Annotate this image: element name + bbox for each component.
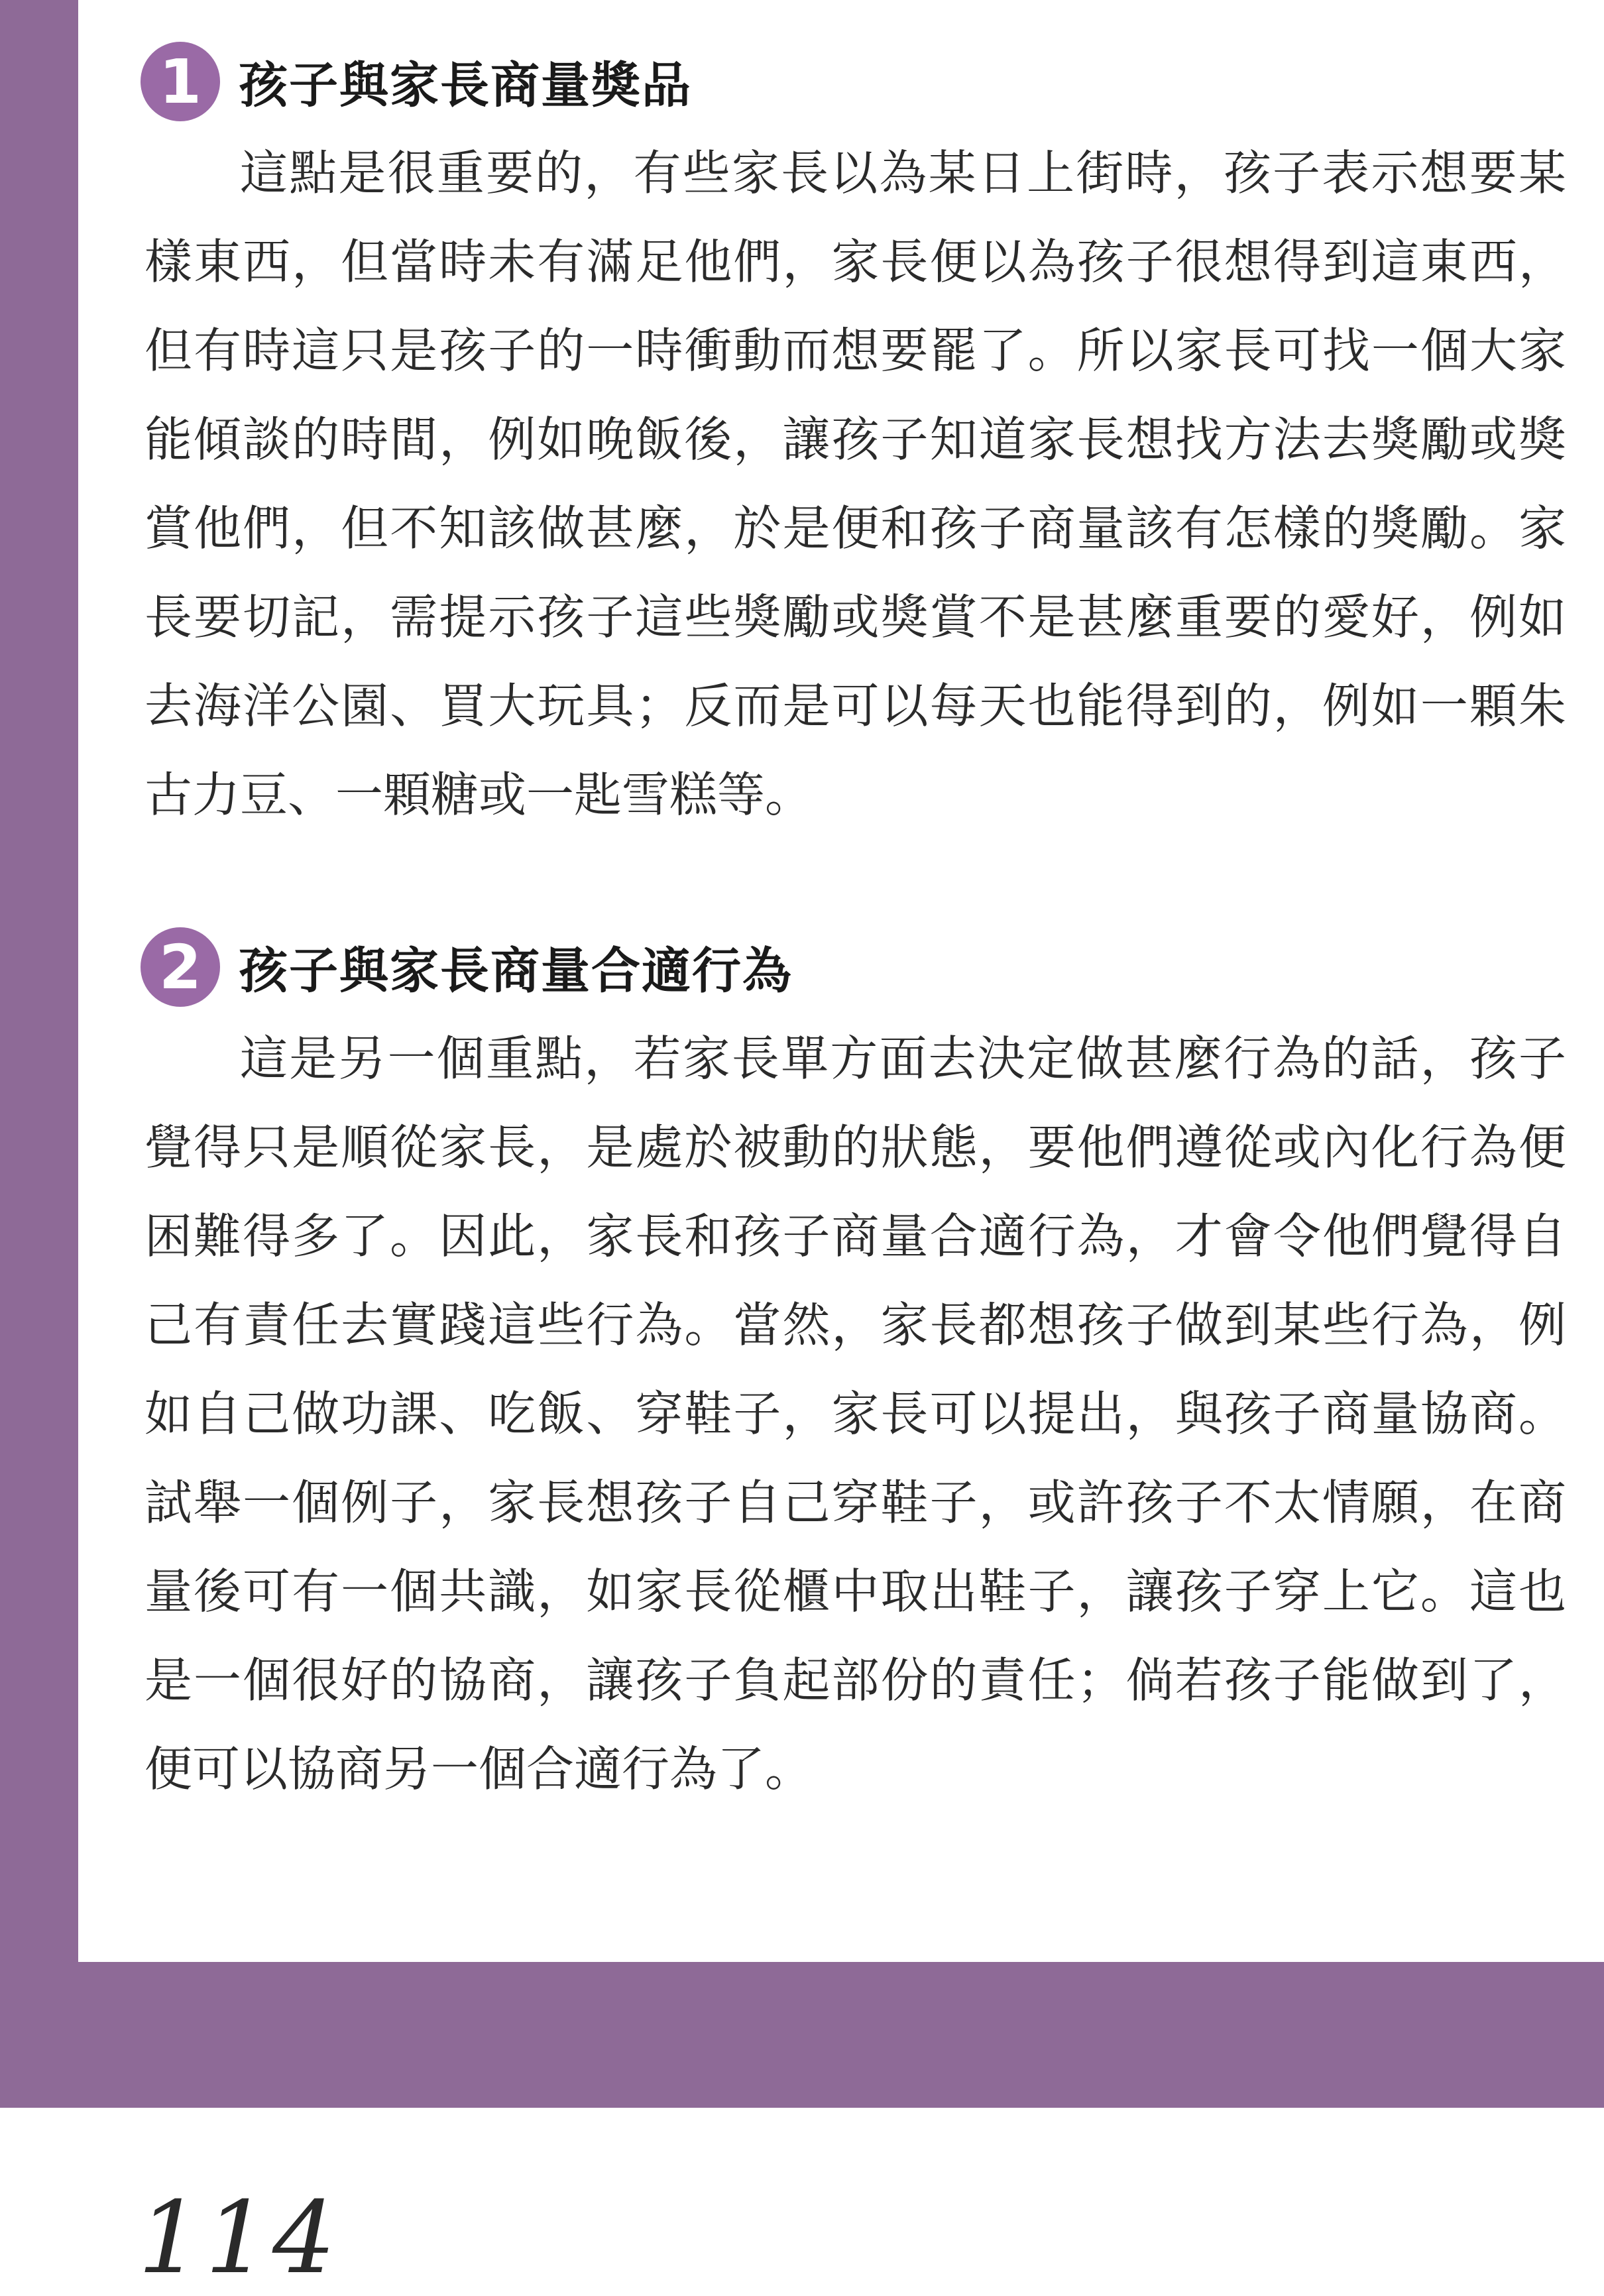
page-content <box>144 38 1566 1813</box>
section-title: 孩子與家長商量合適行為 <box>239 943 793 1000</box>
section-number-badge: 2 <box>141 927 220 1007</box>
section-heading <box>144 924 1566 1010</box>
section-1 <box>144 38 1566 839</box>
section-number-badge: 1 <box>141 42 220 121</box>
section-2 <box>144 924 1566 1813</box>
left-decorative-band <box>0 0 78 2108</box>
section-title: 孩子與家長商量獎品 <box>239 57 692 114</box>
page-number: 114 <box>138 2181 340 2296</box>
section-body: 這點是很重要的，有些家長以為某日上街時，孩子表示想要某樣東西，但當時未有滿足他們，家長便以為孩子很想得到這東西，但有時這只是孩子的一時衝動而想要罷了。所以家長可找一個大家能傾談的時間，例如晚飯後，讓孩子知道家長想找方法去獎勵或獎賞他們，但不知該做甚麼，於是便和孩子商量該有怎樣的獎勵。家長要切記，需提示孩子這些獎勵或獎賞不是甚麼重要的愛好，例如去海洋公園、買大玩具；反而是可以每天也能得到的，例如一顆朱古力豆、一顆糖或一匙雪糕等。 <box>144 145 1566 823</box>
section-body: 這是另一個重點，若家長單方面去決定做甚麼行為的話，孩子覺得只是順從家長，是處於被動的狀態，要他們遵從或內化行為便困難得多了。因此，家長和孩子商量合適行為，才會令他們覺得自己有責任去實踐這些行為。當然，家長都想孩子做到某些行為，例如自己做功課、吃飯、穿鞋子，家長可以提出，與孩子商量協商。試舉一個例子，家長想孩子自己穿鞋子，或許孩子不太情願，在商量後可有一個共識，如家長從櫃中取出鞋子，讓孩子穿上它。這也是一個很好的協商，讓孩子負起部份的責任；倘若孩子能做到了，便可以協商另一個合適行為了。 <box>144 1031 1566 1797</box>
section-heading <box>144 38 1566 125</box>
bottom-decorative-band <box>0 1962 1604 2108</box>
